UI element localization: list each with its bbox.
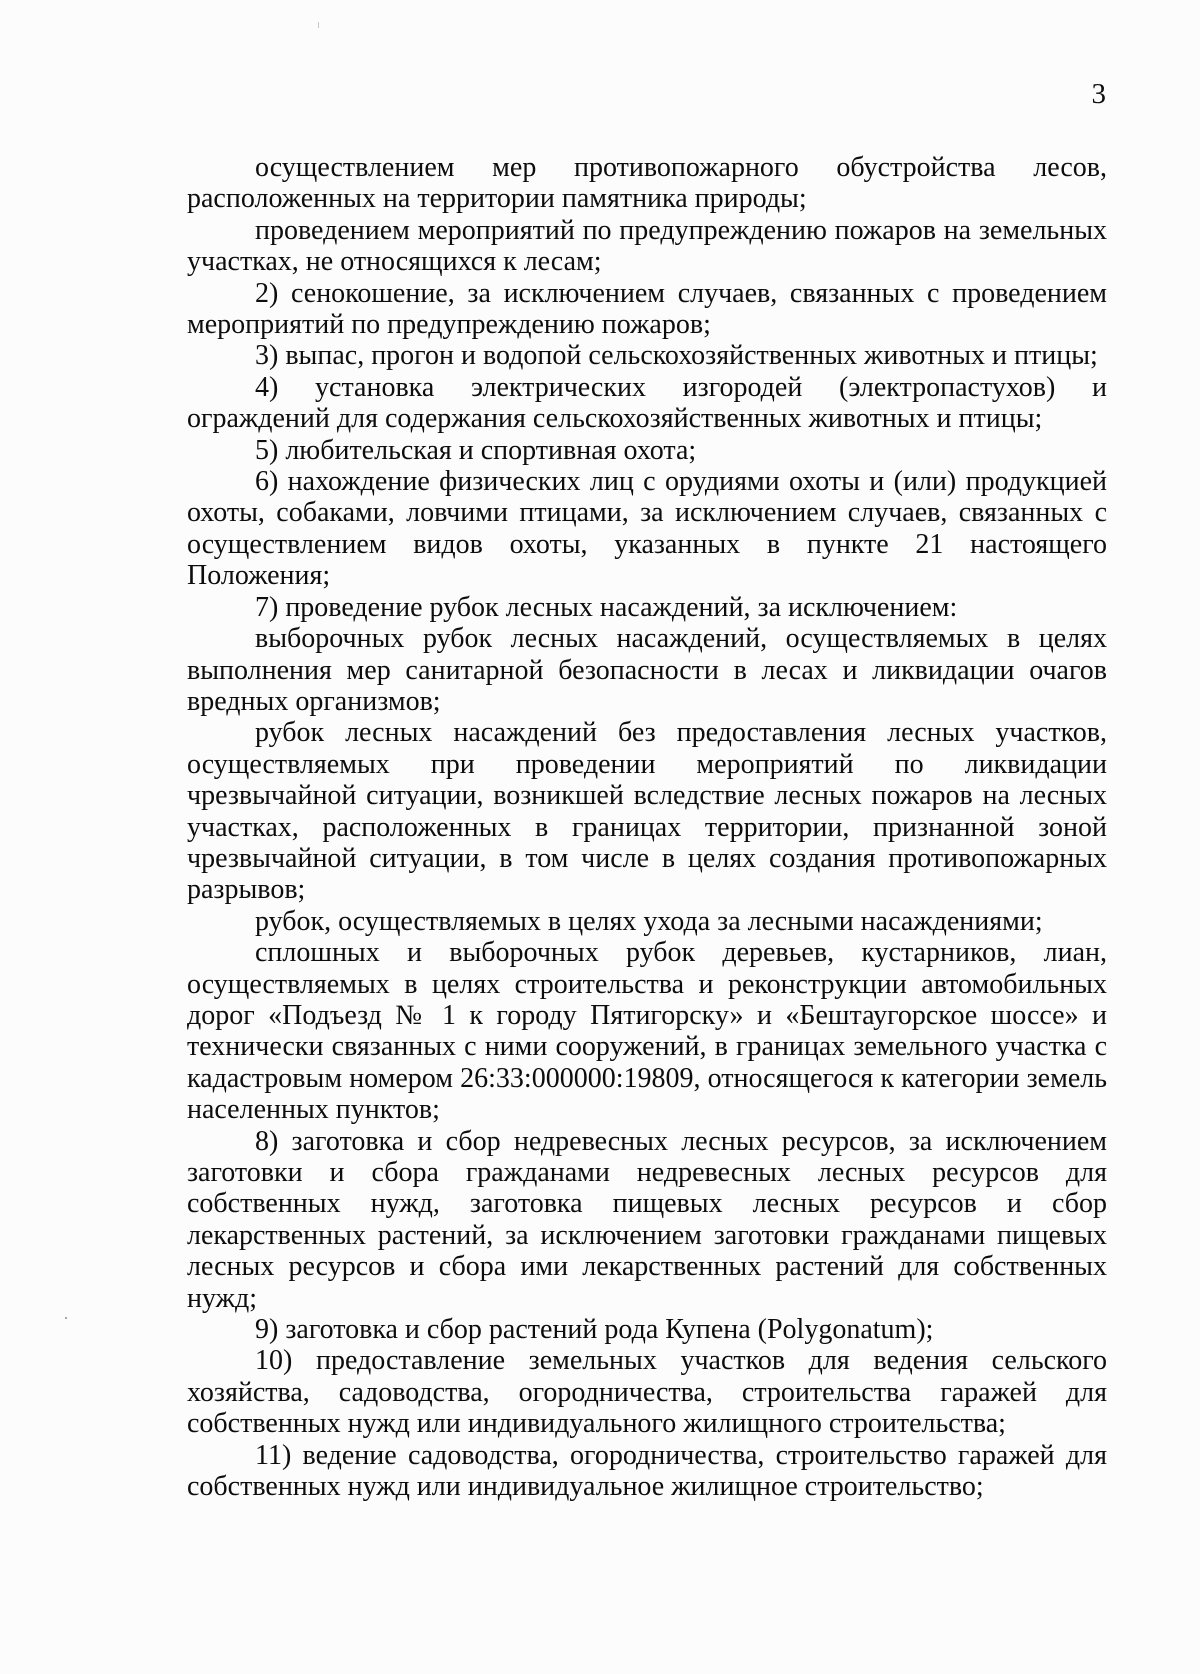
paragraph: 5) любительская и спортивная охота;	[255, 434, 697, 466]
paragraph: проведением мероприятий по предупреждению пожаров на земельных участках, не относящихся к лесам;	[187, 214, 1107, 278]
paragraph: 3) выпас, прогон и водопой сельскохозяйственных животных и птицы;	[255, 340, 1098, 372]
paragraph: 2) сенокошение, за исключением случаев, связанных с проведением мероприятий по предупреждению пожаров;	[187, 277, 1107, 341]
paragraph: рубок лесных насаждений без предоставления лесных участков, осуществляемых при проведении мероприятий по ликвидации чрезвычайной ситуации, возникшей вследствие лесных пожаров на лесных участках, расположенных в границах территории, признанной зоной чрезвычайной ситуации, в том числе в целях создания противопожарных разрывов;	[187, 717, 1107, 906]
scan-speck	[65, 1317, 67, 1319]
paragraph: выборочных рубок лесных насаждений, осуществляемых в целях выполнения мер санитарной безопасности в лесах и ликвидации очагов вредных организмов;	[187, 623, 1107, 717]
scan-speck	[318, 22, 319, 28]
paragraph: 9) заготовка и сбор растений рода Купена (Polygonatum);	[255, 1314, 934, 1346]
paragraph: рубок, осуществляемых в целях ухода за лесными насаждениями;	[255, 905, 1043, 937]
paragraph: сплошных и выборочных рубок деревьев, кустарников, лиан, осуществляемых в целях строительства и реконструкции автомобильных дорог «Подъезд № 1 к городу Пятигорску» и «Бештаугорское шоссе» и технически связанных с ними сооружений, в границах земельного участка с кадастровым номером 26:33:000000:19809, относящегося к категории земель населенных пунктов;	[187, 937, 1107, 1126]
paragraph: 10) предоставление земельных участков для ведения сельского хозяйства, садоводства, огородничества, строительства гаражей для собственных нужд или индивидуального жилищного строительства;	[187, 1345, 1107, 1440]
page-number: 3	[1091, 78, 1106, 110]
paragraph: 7) проведение рубок лесных насаждений, за исключением:	[255, 591, 958, 623]
paragraph: 4) установка электрических изгородей (электропастухов) и ограждений для содержания сельскохозяйственных животных и птицы;	[187, 371, 1107, 435]
document-body	[187, 152, 1107, 1502]
paragraph: 6) нахождение физических лиц с орудиями охоты и (или) продукцией охоты, собаками, ловчими птицами, за исключением случаев, связанных с осуществлением видов охоты, указанных в пункте 21 настоящего Положения;	[187, 466, 1107, 592]
paragraph: осуществлением мер противопожарного обустройства лесов, расположенных на территории памятника природы;	[187, 152, 1107, 215]
paragraph: 8) заготовка и сбор недревесных лесных ресурсов, за исключением заготовки и сбора гражданами недревесных лесных ресурсов для собственных нужд, заготовка пищевых лесных ресурсов и сбор лекарственных растений, за исключением заготовки гражданами пищевых лесных ресурсов и сбора ими лекарственных растений для собственных нужд;	[187, 1125, 1107, 1314]
paragraph: 11) ведение садоводства, огородничества, строительство гаражей для собственных нужд или индивидуальное жилищное строительство;	[187, 1439, 1107, 1503]
